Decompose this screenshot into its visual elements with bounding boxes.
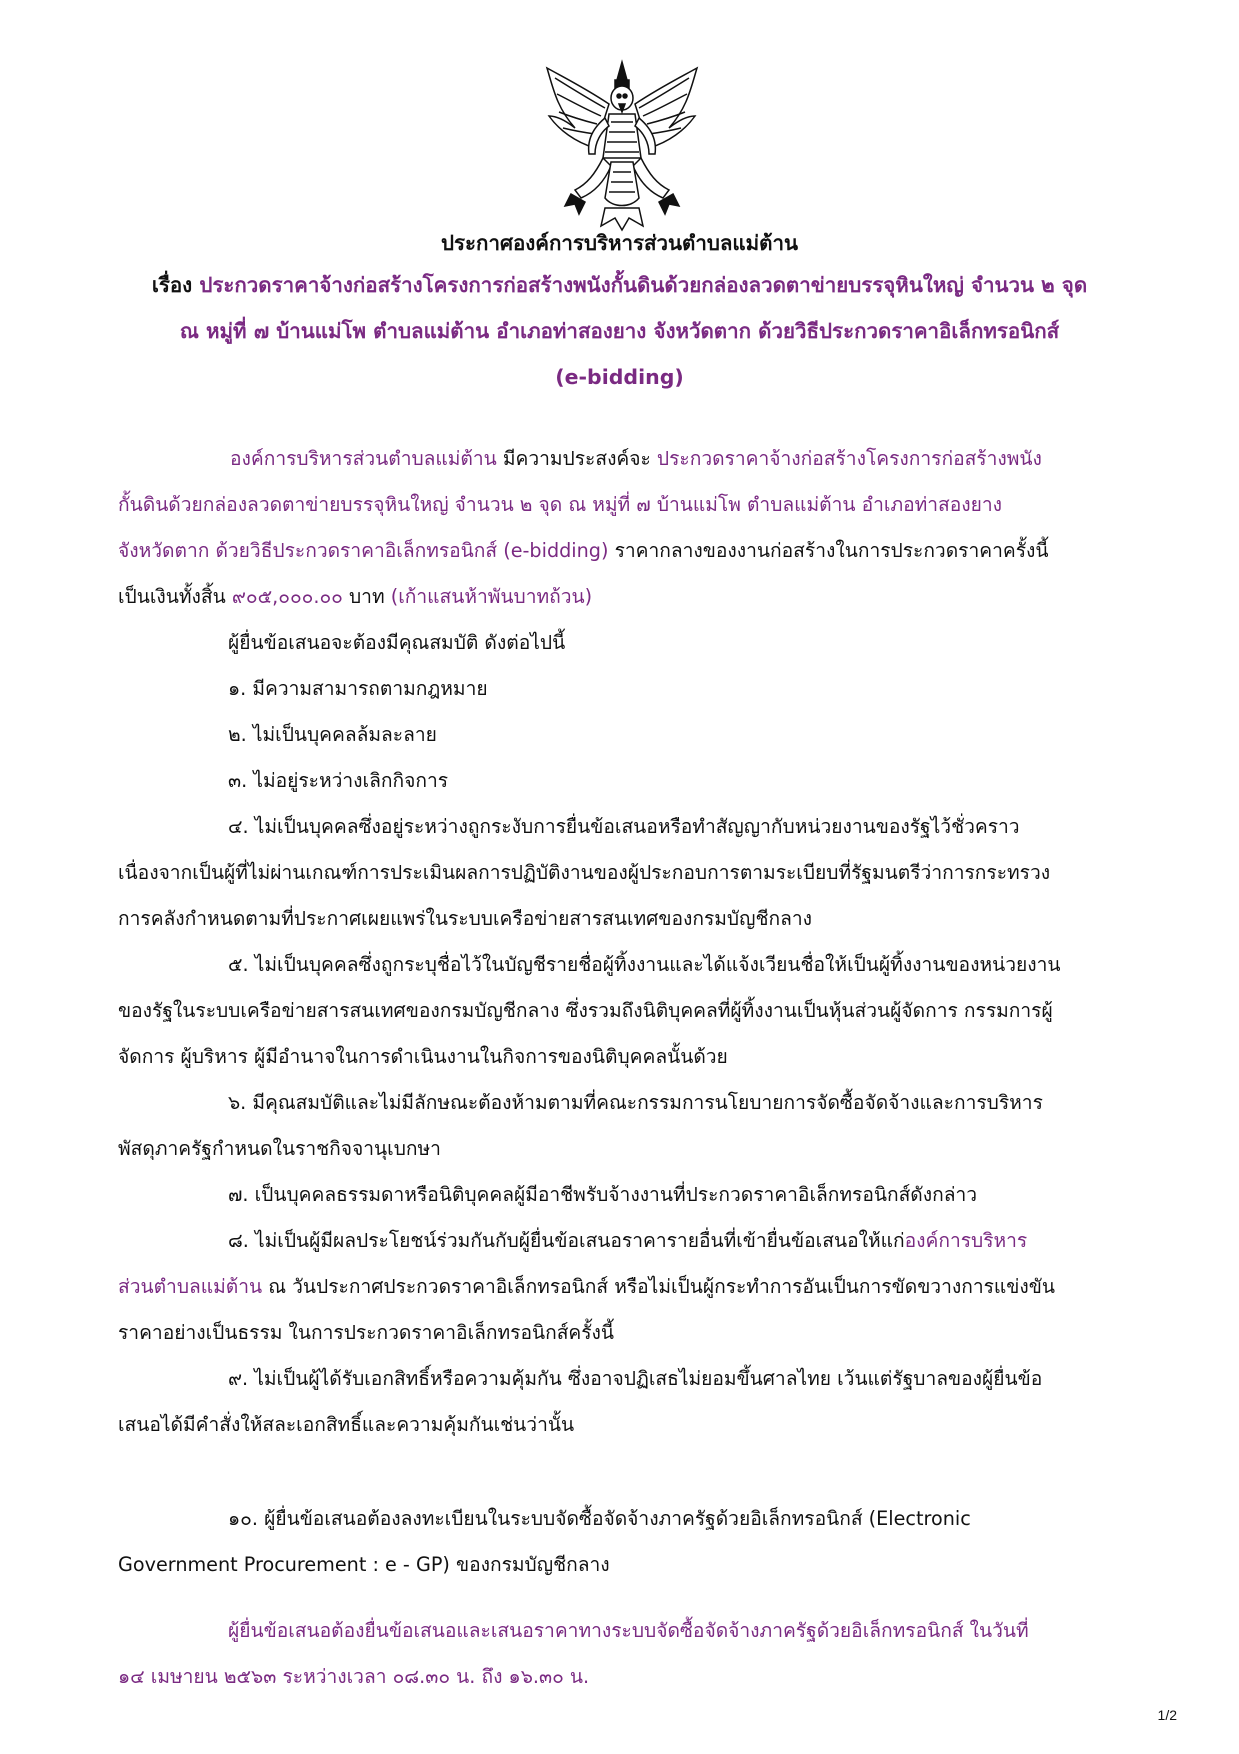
qualification-5-line-2: ของรัฐในระบบเครือข่ายสารสนเทศของกรมบัญชีกลาง ซึ่งรวมถึงนิติบุคคลที่ผู้ทิ้งงานเป็นหุ้นส่วนผู้จัดการ กรรมการผู้ [118, 999, 1053, 1022]
subject-text-1: ประกวดราคาจ้างก่อสร้างโครงการก่อสร้างพนังกั้นดินด้วยกล่องลวดตาข่ายบรรจุหินใหญ่ จำนวน ๒ จุด [199, 273, 1088, 297]
qualification-10-line-1: ๑๐. ผู้ยื่นข้อเสนอต้องลงทะเบียนในระบบจัดซื้อจัดจ้างภาครัฐด้วยอิเล็กทรอนิกส์ (Electronic [228, 1507, 971, 1530]
budget-amount: ๙๐๕,๐๐๐.๐๐ [231, 585, 343, 608]
qualification-5-line-3: จัดการ ผู้บริหาร ผู้มีอำนาจในการดำเนินงานในกิจการของนิติบุคคลนั้นด้วย [118, 1045, 728, 1068]
qualification-2: ๒. ไม่เป็นบุคคลล้มละลาย [228, 723, 437, 746]
project-title: ประกวดราคาจ้างก่อสร้างโครงการก่อสร้างพนัง [656, 447, 1042, 470]
intro-line-2: กั้นดินด้วยกล่องลวดตาข่ายบรรจุหินใหญ่ จำนวน ๒ จุด ณ หมู่ที่ ๗ บ้านแม่โพ ตำบลแม่ต้าน อำเภอท่าสองยาง [118, 493, 1003, 516]
subject-label: เรื่อง [151, 273, 193, 297]
qualification-6-line-1: ๖. มีคุณสมบัติและไม่มีลักษณะต้องห้ามตามที่คณะกรรมการนโยบายการจัดซื้อจัดจ้างและการบริหาร [228, 1091, 1043, 1114]
qualification-8-line-3: ราคาอย่างเป็นธรรม ในการประกวดราคาอิเล็กทรอนิกส์ครั้งนี้ [118, 1321, 615, 1344]
budget-label: เป็นเงินทั้งสิ้น [118, 585, 232, 608]
budget-amount-words: (เก้าแสนห้าพันบาทถ้วน) [390, 585, 593, 608]
page-number: 1/2 [1157, 1707, 1177, 1723]
submission-line-1: ผู้ยื่นข้อเสนอต้องยื่นข้อเสนอและเสนอราคาทางระบบจัดซื้อจัดจ้างภาครัฐด้วยอิเล็กทรอนิกส์ ในวันที่ [228, 1619, 1029, 1642]
qualification-9-line-1: ๙. ไม่เป็นผู้ได้รับเอกสิทธิ์หรือความคุ้มกัน ซึ่งอาจปฏิเสธไม่ยอมขึ้นศาลไทย เว้นแต่รัฐบาลของผู้ยื่นข้อ [228, 1367, 1043, 1390]
qualification-1: ๑. มีความสามารถตามกฎหมาย [228, 677, 488, 700]
qualification-8-line-2 [118, 1264, 1055, 1310]
qualification-4-line-2: เนื่องจากเป็นผู้ที่ไม่ผ่านเกณฑ์การประเมินผลการปฏิบัติงานของผู้ประกอบการตามระเบียบที่รัฐมนตรีว่าการกระทรวง [118, 861, 1051, 884]
intro-line-1 [230, 436, 1042, 482]
garuda-emblem-icon [535, 58, 710, 233]
qualification-5-line-1: ๕. ไม่เป็นบุคคลซึ่งถูกระบุชื่อไว้ในบัญชีรายชื่อผู้ทิ้งงานและได้แจ้งเวียนชื่อให้เป็นผู้ทิ้งงานของหน่วยงาน [228, 953, 1061, 976]
qualification-6-line-2: พัสดุภาครัฐกำหนดในราชกิจจานุเบกษา [118, 1137, 441, 1160]
qualification-3: ๓. ไม่อยู่ระหว่างเลิกกิจการ [228, 769, 449, 792]
qualification-8-text-2: ณ วันประกาศประกวดราคาอิเล็กทรอนิกส์ หรือไม่เป็นผู้กระทำการอันเป็นการขัดขวางการแข่งขัน [262, 1275, 1056, 1298]
intro-text-2: ราคากลางของงานก่อสร้างในการประกวดราคาครั้งนี้ [608, 539, 1049, 562]
subject-line-3: (e-bidding) [555, 365, 684, 389]
currency-unit: บาท [342, 585, 391, 608]
org-name: องค์การบริหารส่วนตำบลแม่ต้าน [230, 447, 497, 470]
subject-line-1 [100, 264, 1139, 306]
intro-line-3 [118, 528, 1049, 574]
qualification-7: ๗. เป็นบุคคลธรรมดาหรือนิติบุคคลผู้มีอาชีพรับจ้างงานที่ประกวดราคาอิเล็กทรอนิกส์ดังกล่าว [228, 1183, 978, 1206]
qualification-9-line-2: เสนอได้มีคำสั่งให้สละเอกสิทธิ์และความคุ้มกันเช่นว่านั้น [118, 1413, 575, 1436]
org-name-ref-2: ส่วนตำบลแม่ต้าน [118, 1275, 263, 1298]
qualifications-lead: ผู้ยื่นข้อเสนอจะต้องมีคุณสมบัติ ดังต่อไปนี้ [228, 631, 566, 654]
qualification-4-line-1: ๔. ไม่เป็นบุคคลซึ่งอยู่ระหว่างถูกระงับการยื่นข้อเสนอหรือทำสัญญากับหน่วยงานของรัฐไว้ชั่วคราว [228, 815, 1020, 838]
qualification-8-text: ๘. ไม่เป็นผู้มีผลประโยชน์ร่วมกันกับผู้ยื่นข้อเสนอราคารายอื่นที่เข้ายื่นข้อเสนอให้แก่ [228, 1229, 905, 1252]
qualification-4-line-3: การคลังกำหนดตามที่ประกาศเผยแพร่ในระบบเครือข่ายสารสนเทศของกรมบัญชีกลาง [118, 907, 813, 930]
org-name-ref: องค์การบริหาร [904, 1229, 1028, 1252]
intro-line-4 [118, 574, 592, 620]
project-location: จังหวัดตาก ด้วยวิธีประกวดราคาอิเล็กทรอนิกส์ (e-bidding) [118, 539, 609, 562]
announcement-org-title: ประกาศองค์การบริหารส่วนตำบลแม่ต้าน [441, 231, 798, 255]
qualification-10-line-2: Government Procurement : e - GP) ของกรมบัญชีกลาง [118, 1553, 610, 1576]
intro-text: มีความประสงค์จะ [496, 447, 657, 470]
qualification-8-line-1 [228, 1218, 1027, 1264]
submission-line-2: ๑๔ เมษายน ๒๕๖๓ ระหว่างเวลา ๐๘.๓๐ น. ถึง ๑๖.๓๐ น. [118, 1665, 590, 1688]
subject-line-2: ณ หมู่ที่ ๗ บ้านแม่โพ ตำบลแม่ต้าน อำเภอท่าสองยาง จังหวัดตาก ด้วยวิธีประกวดราคาอิเล็กทรอนิกส์ [179, 319, 1060, 343]
